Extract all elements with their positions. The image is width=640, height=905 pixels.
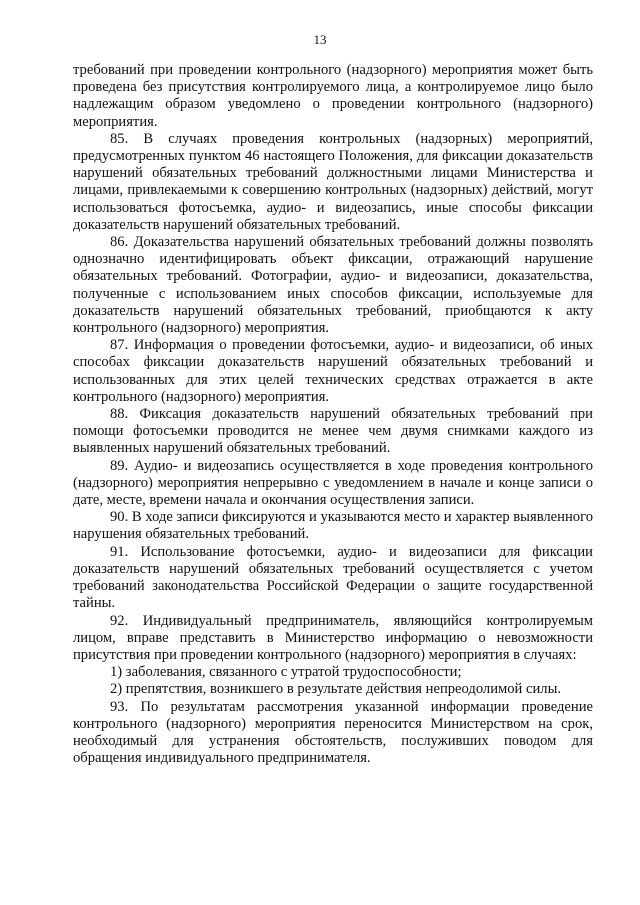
paragraph-85: 85. В случаях проведения контрольных (надзорных) мероприятий, предусмотренных пунктом 46 настоящего Положения, для фиксации доказательств нарушений обязательных требований должностными лицами Министерства и лицами, привлекаемыми к совершению контрольных (надзорных) действий, могут использоваться фотосъемка, аудио- и видеозапись, иные способы фиксации доказательств нарушений обязательных требований. <box>73 130 593 233</box>
paragraph-92: 92. Индивидуальный предприниматель, являющийся контролируемым лицом, вправе представить в Министерство информацию о невозможности присутствия при проведении контрольного (надзорного) мероприятия в случаях: <box>73 612 593 663</box>
document-body <box>73 62 593 767</box>
paragraph-89: 89. Аудио- и видеозапись осуществляется в ходе проведения контрольного (надзорного) мероприятия непрерывно с уведомлением в начале и конце записи о дате, месте, времени начала и окончания осуществления записи. <box>73 457 593 509</box>
list-item-1: 1) заболевания, связанного с утратой трудоспособности; <box>110 664 462 681</box>
paragraph-88: 88. Фиксация доказательств нарушений обязательных требований при помощи фотосъемки проводится не менее чем двумя снимками каждого из выявленных нарушений обязательных требований. <box>73 406 593 457</box>
paragraph-90: 90. В ходе записи фиксируются и указываются место и характер выявленного нарушения обязательных требований. <box>73 509 593 543</box>
paragraph-86: 86. Доказательства нарушений обязательных требований должны позволять однозначно идентифицировать объект фиксации, отражающий нарушение обязательных требований. Фотографии, аудио- и видеозаписи, доказательства, полученные с использованием иных способов фиксации, используемые для доказательств нарушений обязательных требований, приобщаются к акту контрольного (надзорного) мероприятия. <box>73 234 593 337</box>
page-number: 13 <box>313 32 327 47</box>
paragraph-87: 87. Информация о проведении фотосъемки, аудио- и видеозаписи, об иных способах фиксации доказательств нарушений обязательных требований и использованных для этих целей технических средствах отражается в акте контрольного (надзорного) мероприятия. <box>73 337 593 405</box>
paragraph-continuation: требований при проведении контрольного (надзорного) мероприятия может быть проведена без присутствия контролируемого лица, а контролируемое лицо было надлежащим образом уведомлено о проведении контрольного (надзорного) мероприятия. <box>73 62 593 130</box>
list-item-2: 2) препятствия, возникшего в результате действия непреодолимой силы. <box>110 681 562 698</box>
paragraph-93: 93. По результатам рассмотрения указанной информации проведение контрольного (надзорного) мероприятия переносится Министерством на срок, необходимый для устранения обстоятельств, послуживших поводом для обращения индивидуального предпринимателя. <box>73 698 593 767</box>
paragraph-91: 91. Использование фотосъемки, аудио- и видеозаписи для фиксации доказательств нарушений обязательных требований осуществляется с учетом требований законодательства Российской Федерации о защите государственной тайны. <box>73 543 593 612</box>
